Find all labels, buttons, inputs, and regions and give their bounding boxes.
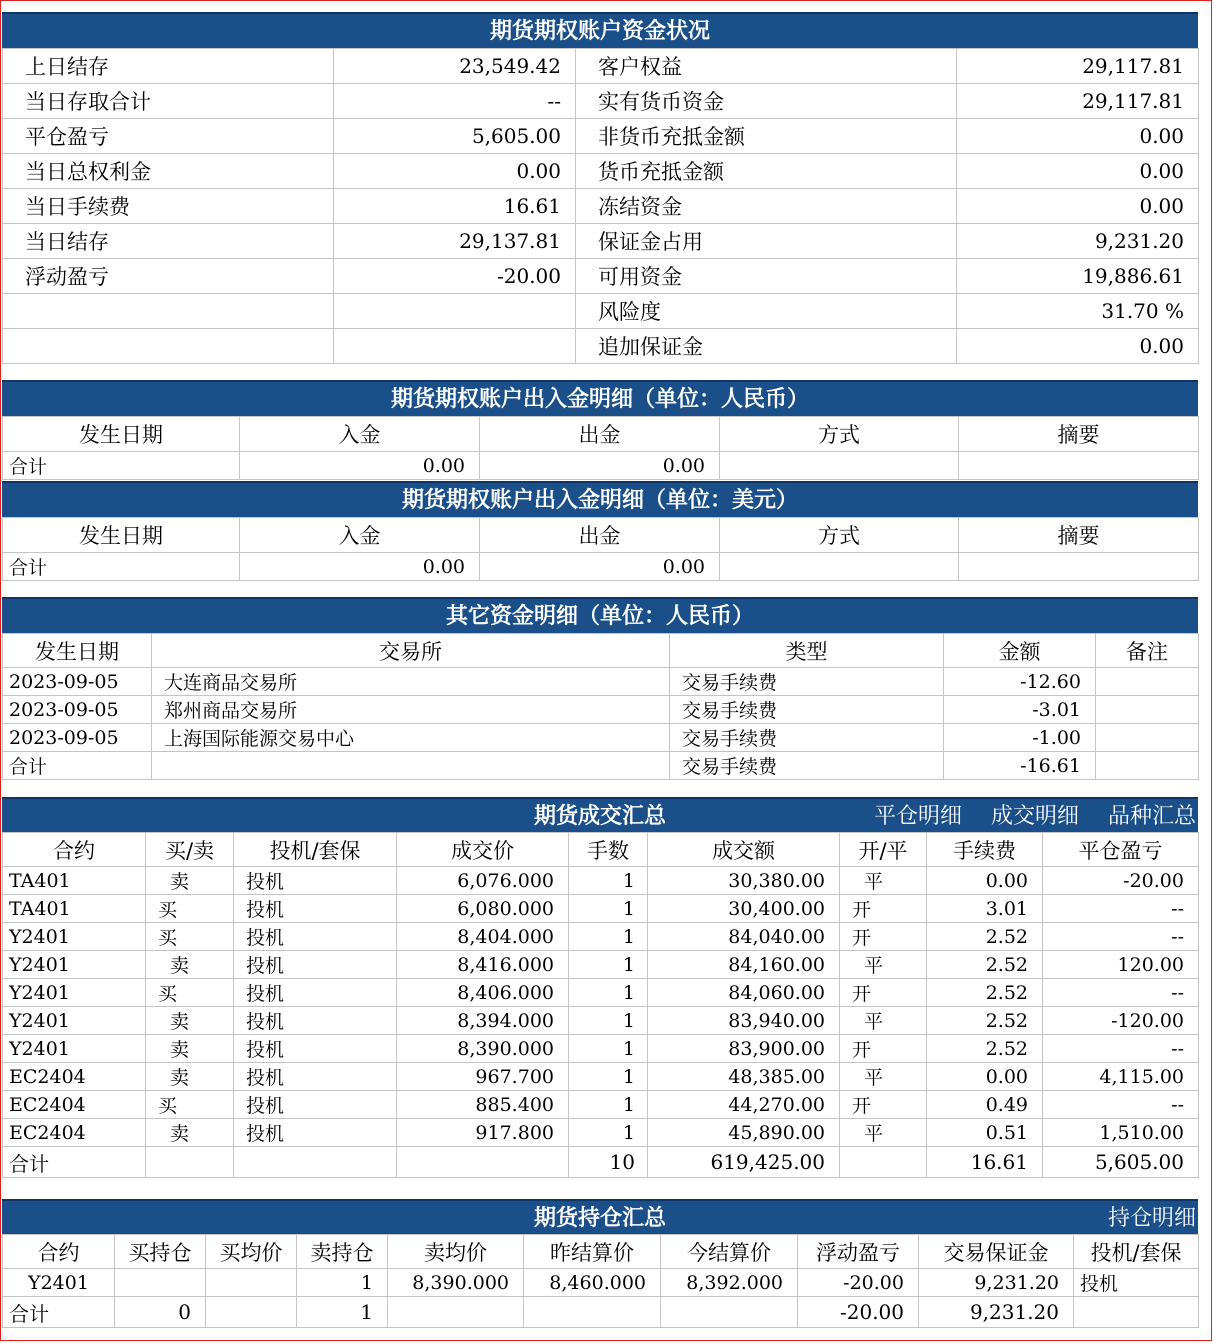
trade-contract: Y2401 [3, 951, 146, 979]
trade-row [3, 923, 1199, 951]
trade-side: 买 [146, 895, 234, 923]
trade-pnl: -- [1043, 923, 1199, 951]
total-label: 合计 [3, 1297, 115, 1328]
other-funds-row [3, 752, 1199, 780]
row-amount: -16.61 [944, 752, 1096, 780]
trade-pnl: -- [1043, 979, 1199, 1007]
trade-amount: 44,270.00 [648, 1091, 840, 1119]
account-value: 29,137.81 [334, 224, 576, 259]
trade-contract: Y2401 [3, 979, 146, 1007]
positions-header-row [3, 1235, 1199, 1269]
trade-row [3, 1007, 1199, 1035]
row-exchange: 大连商品交易所 [152, 668, 670, 696]
col-amount: 金额 [944, 634, 1096, 668]
account-value: 0.00 [957, 154, 1199, 189]
row-note [1096, 668, 1199, 696]
trade-fee: 0.51 [927, 1119, 1043, 1147]
cny-flow-table [2, 416, 1199, 480]
trade-open-close: 开 [840, 923, 927, 951]
position-margin: 9,231.20 [919, 1269, 1074, 1297]
trade-pnl: -20.00 [1043, 867, 1199, 895]
account-row [3, 84, 1199, 119]
account-row [3, 49, 1199, 84]
empty-cell [206, 1297, 297, 1328]
product-summary-link[interactable]: 品种汇总 [1107, 804, 1196, 829]
other-funds-title: 其它资金明细（单位：人民币） [2, 597, 1198, 633]
trade-open-close: 开 [840, 1035, 927, 1063]
trades-header-row [3, 833, 1199, 867]
col-date: 发生日期 [3, 417, 240, 452]
trade-price: 8,416.000 [397, 951, 569, 979]
trade-hedge: 投机 [234, 951, 397, 979]
trade-hedge: 投机 [234, 1091, 397, 1119]
col-method: 方式 [720, 518, 959, 553]
trade-open-close: 开 [840, 979, 927, 1007]
usd-flow-title: 期货期权账户出入金明细（单位：美元） [2, 481, 1198, 517]
trade-row [3, 979, 1199, 1007]
trade-amount: 83,940.00 [648, 1007, 840, 1035]
row-type: 交易手续费 [670, 724, 944, 752]
trade-fee: 3.01 [927, 895, 1043, 923]
col-in: 入金 [240, 518, 480, 553]
trade-hedge: 投机 [234, 923, 397, 951]
trade-fee: 0.00 [927, 867, 1043, 895]
account-value: 0.00 [957, 119, 1199, 154]
position-sell: 1 [297, 1269, 388, 1297]
row-amount: -12.60 [944, 668, 1096, 696]
trade-fee: 0.49 [927, 1091, 1043, 1119]
account-row [3, 259, 1199, 294]
trade-fee: 2.52 [927, 923, 1043, 951]
positions-section [2, 1199, 1198, 1328]
total-label: 合计 [3, 1147, 146, 1178]
other-funds-table [2, 633, 1199, 780]
total-pnl: 5,605.00 [1043, 1147, 1199, 1178]
position-contract: Y2401 [3, 1269, 115, 1297]
row-type: 交易手续费 [670, 696, 944, 724]
total-in: 0.00 [240, 452, 480, 480]
trade-amount: 45,890.00 [648, 1119, 840, 1147]
account-value: 23,549.42 [334, 49, 576, 84]
total-amount: 619,425.00 [648, 1147, 840, 1178]
trade-price: 8,390.000 [397, 1035, 569, 1063]
account-value: 5,605.00 [334, 119, 576, 154]
account-value: 29,117.81 [957, 49, 1199, 84]
trade-open-close: 平 [840, 1119, 927, 1147]
account-table [2, 48, 1199, 364]
account-label: 客户权益 [576, 49, 957, 84]
trade-contract: Y2401 [3, 923, 146, 951]
trade-amount: 48,385.00 [648, 1063, 840, 1091]
trade-side: 卖 [146, 1007, 234, 1035]
total-out: 0.00 [480, 553, 720, 581]
column-header: 昨结算价 [524, 1235, 661, 1269]
trade-price: 967.700 [397, 1063, 569, 1091]
column-header: 手续费 [927, 833, 1043, 867]
col-summary: 摘要 [959, 417, 1199, 452]
column-header: 平仓盈亏 [1043, 833, 1199, 867]
column-header: 卖持仓 [297, 1235, 388, 1269]
total-margin: 9,231.20 [919, 1297, 1074, 1328]
trade-pnl: -- [1043, 1091, 1199, 1119]
account-section [2, 12, 1198, 364]
usd-flow-table [2, 517, 1199, 581]
positions-total-row [3, 1297, 1199, 1328]
total-in: 0.00 [240, 553, 480, 581]
col-date: 发生日期 [3, 518, 240, 553]
position-hedge: 投机 [1074, 1269, 1199, 1297]
account-label: 冻结资金 [576, 189, 957, 224]
usd-flow-section [2, 481, 1198, 581]
account-value: 19,886.61 [957, 259, 1199, 294]
other-funds-section [2, 597, 1198, 780]
account-label: 当日总权利金 [3, 154, 334, 189]
account-value [334, 294, 576, 329]
trade-open-close: 平 [840, 1063, 927, 1091]
account-value: 0.00 [957, 189, 1199, 224]
trade-open-close: 平 [840, 951, 927, 979]
col-exchange: 交易所 [152, 634, 670, 668]
account-row [3, 154, 1199, 189]
trade-row [3, 1091, 1199, 1119]
other-funds-row [3, 668, 1199, 696]
account-label: 当日存取合计 [3, 84, 334, 119]
trade-amount: 84,060.00 [648, 979, 840, 1007]
trade-amount: 30,400.00 [648, 895, 840, 923]
empty-cell [524, 1297, 661, 1328]
trade-hedge: 投机 [234, 1063, 397, 1091]
column-header: 开/平 [840, 833, 927, 867]
trade-contract: EC2404 [3, 1063, 146, 1091]
trade-side: 卖 [146, 1035, 234, 1063]
other-funds-row [3, 696, 1199, 724]
trades-title: 期货成交汇总 [533, 804, 666, 829]
trade-row [3, 1035, 1199, 1063]
trade-hedge: 投机 [234, 867, 397, 895]
trade-lots: 1 [569, 1119, 648, 1147]
row-date: 2023-09-05 [3, 668, 152, 696]
position-prev-settle: 8,460.000 [524, 1269, 661, 1297]
column-header: 合约 [3, 1235, 115, 1269]
col-date: 发生日期 [3, 634, 152, 668]
trade-contract: Y2401 [3, 1007, 146, 1035]
total-out: 0.00 [480, 452, 720, 480]
trade-fee: 0.00 [927, 1063, 1043, 1091]
account-value: 9,231.20 [957, 224, 1199, 259]
row-type: 交易手续费 [670, 752, 944, 780]
cny-flow-title: 期货期权账户出入金明细（单位：人民币） [2, 380, 1198, 416]
account-value: -20.00 [334, 259, 576, 294]
account-label: 浮动盈亏 [3, 259, 334, 294]
account-row [3, 189, 1199, 224]
empty-cell [234, 1147, 397, 1178]
positions-title: 期货持仓汇总 [533, 1206, 666, 1231]
position-sell-avg: 8,390.000 [388, 1269, 524, 1297]
trade-open-close: 开 [840, 895, 927, 923]
trade-pnl: -- [1043, 895, 1199, 923]
row-date: 2023-09-05 [3, 724, 152, 752]
account-value: 0.00 [334, 154, 576, 189]
trade-lots: 1 [569, 979, 648, 1007]
account-label: 上日结存 [3, 49, 334, 84]
trade-row [3, 1119, 1199, 1147]
trade-pnl: 120.00 [1043, 951, 1199, 979]
row-amount: -3.01 [944, 696, 1096, 724]
col-note: 备注 [1096, 634, 1199, 668]
trade-side: 卖 [146, 1119, 234, 1147]
trade-lots: 1 [569, 1007, 648, 1035]
account-label: 平仓盈亏 [3, 119, 334, 154]
trade-price: 8,404.000 [397, 923, 569, 951]
col-out: 出金 [480, 518, 720, 553]
trade-lots: 1 [569, 1091, 648, 1119]
column-header: 投机/套保 [1074, 1235, 1199, 1269]
trade-price: 8,406.000 [397, 979, 569, 1007]
cny-flow-section [2, 380, 1198, 480]
trades-table [2, 832, 1199, 1178]
trade-lots: 1 [569, 951, 648, 979]
row-note [1096, 696, 1199, 724]
column-header: 手数 [569, 833, 648, 867]
column-header: 浮动盈亏 [798, 1235, 919, 1269]
account-value: 29,117.81 [957, 84, 1199, 119]
trade-side: 卖 [146, 1063, 234, 1091]
account-row [3, 329, 1199, 364]
col-out: 出金 [480, 417, 720, 452]
column-header: 成交价 [397, 833, 569, 867]
trade-fee: 2.52 [927, 1007, 1043, 1035]
positions-table [2, 1234, 1199, 1328]
account-label: 非货币充抵金额 [576, 119, 957, 154]
trade-row [3, 867, 1199, 895]
col-in: 入金 [240, 417, 480, 452]
row-type: 交易手续费 [670, 668, 944, 696]
trade-fee: 2.52 [927, 979, 1043, 1007]
trade-side: 卖 [146, 951, 234, 979]
account-title: 期货期权账户资金状况 [2, 12, 1198, 48]
empty-cell [388, 1297, 524, 1328]
empty-cell [1074, 1297, 1199, 1328]
trade-price: 917.800 [397, 1119, 569, 1147]
total-lots: 10 [569, 1147, 648, 1178]
account-label: 可用资金 [576, 259, 957, 294]
account-value: 31.70 % [957, 294, 1199, 329]
account-value: 0.00 [957, 329, 1199, 364]
empty-cell [397, 1147, 569, 1178]
col-method: 方式 [720, 417, 959, 452]
row-note [1096, 752, 1199, 780]
trade-hedge: 投机 [234, 895, 397, 923]
trade-amount: 84,040.00 [648, 923, 840, 951]
account-label: 保证金占用 [576, 224, 957, 259]
row-amount: -1.00 [944, 724, 1096, 752]
positions-title-bar [2, 1199, 1198, 1234]
trade-contract: TA401 [3, 895, 146, 923]
trade-row [3, 895, 1199, 923]
column-header: 买持仓 [115, 1235, 206, 1269]
trade-hedge: 投机 [234, 979, 397, 1007]
trade-amount: 83,900.00 [648, 1035, 840, 1063]
trade-hedge: 投机 [234, 1007, 397, 1035]
row-date: 2023-09-05 [3, 696, 152, 724]
total-label: 合计 [3, 452, 240, 480]
trade-lots: 1 [569, 923, 648, 951]
column-header: 卖均价 [388, 1235, 524, 1269]
trade-contract: TA401 [3, 867, 146, 895]
trades-section [2, 797, 1198, 1178]
account-label [3, 329, 334, 364]
trade-price: 6,076.000 [397, 867, 569, 895]
trade-lots: 1 [569, 867, 648, 895]
trade-hedge: 投机 [234, 1035, 397, 1063]
row-exchange: 上海国际能源交易中心 [152, 724, 670, 752]
position-float-pnl: -20.00 [798, 1269, 919, 1297]
trade-contract: EC2404 [3, 1091, 146, 1119]
account-label: 货币充抵金额 [576, 154, 957, 189]
account-row [3, 294, 1199, 329]
col-summary: 摘要 [959, 518, 1199, 553]
trade-pnl: -- [1043, 1035, 1199, 1063]
trade-side: 买 [146, 923, 234, 951]
column-header: 合约 [3, 833, 146, 867]
row-note [1096, 724, 1199, 752]
column-header: 投机/套保 [234, 833, 397, 867]
row-date: 合计 [3, 752, 152, 780]
other-funds-row [3, 724, 1199, 752]
account-row [3, 224, 1199, 259]
trade-row [3, 1063, 1199, 1091]
trade-pnl: -120.00 [1043, 1007, 1199, 1035]
column-header: 今结算价 [661, 1235, 798, 1269]
trade-amount: 30,380.00 [648, 867, 840, 895]
trade-fee: 2.52 [927, 951, 1043, 979]
trade-contract: EC2404 [3, 1119, 146, 1147]
trade-amount: 84,160.00 [648, 951, 840, 979]
trade-hedge: 投机 [234, 1119, 397, 1147]
empty-cell [661, 1297, 798, 1328]
empty-cell [840, 1147, 927, 1178]
trade-contract: Y2401 [3, 1035, 146, 1063]
trades-total-row [3, 1147, 1199, 1178]
row-exchange: 郑州商品交易所 [152, 696, 670, 724]
trade-open-close: 平 [840, 867, 927, 895]
total-label: 合计 [3, 553, 240, 581]
trade-row [3, 951, 1199, 979]
account-value [334, 329, 576, 364]
col-type: 类型 [670, 634, 944, 668]
trade-detail-link[interactable]: 成交明细 [990, 804, 1079, 829]
account-value: 16.61 [334, 189, 576, 224]
position-today-settle: 8,392.000 [661, 1269, 798, 1297]
trade-lots: 1 [569, 1035, 648, 1063]
position-buy-avg [206, 1269, 297, 1297]
column-header: 成交额 [648, 833, 840, 867]
total-sell: 1 [297, 1297, 388, 1328]
account-label: 当日手续费 [3, 189, 334, 224]
trade-price: 6,080.000 [397, 895, 569, 923]
trade-lots: 1 [569, 1063, 648, 1091]
trade-lots: 1 [569, 895, 648, 923]
trade-side: 卖 [146, 867, 234, 895]
row-exchange [152, 752, 670, 780]
trade-open-close: 开 [840, 1091, 927, 1119]
column-header: 交易保证金 [919, 1235, 1074, 1269]
total-buy: 0 [115, 1297, 206, 1328]
total-fee: 16.61 [927, 1147, 1043, 1178]
account-label [3, 294, 334, 329]
trade-pnl: 4,115.00 [1043, 1063, 1199, 1091]
account-label: 追加保证金 [576, 329, 957, 364]
position-buy [115, 1269, 206, 1297]
position-row [3, 1269, 1199, 1297]
account-label: 风险度 [576, 294, 957, 329]
close-detail-link[interactable]: 平仓明细 [873, 804, 962, 829]
account-row [3, 119, 1199, 154]
trade-side: 买 [146, 1091, 234, 1119]
empty-cell [146, 1147, 234, 1178]
column-header: 买均价 [206, 1235, 297, 1269]
trade-price: 8,394.000 [397, 1007, 569, 1035]
position-detail-link[interactable]: 持仓明细 [1107, 1206, 1196, 1231]
account-label: 实有货币资金 [576, 84, 957, 119]
trade-pnl: 1,510.00 [1043, 1119, 1199, 1147]
trades-title-bar [2, 797, 1198, 832]
trade-price: 885.400 [397, 1091, 569, 1119]
trade-side: 买 [146, 979, 234, 1007]
trade-fee: 2.52 [927, 1035, 1043, 1063]
total-float-pnl: -20.00 [798, 1297, 919, 1328]
account-label: 当日结存 [3, 224, 334, 259]
trade-open-close: 平 [840, 1007, 927, 1035]
account-value: -- [334, 84, 576, 119]
column-header: 买/卖 [146, 833, 234, 867]
